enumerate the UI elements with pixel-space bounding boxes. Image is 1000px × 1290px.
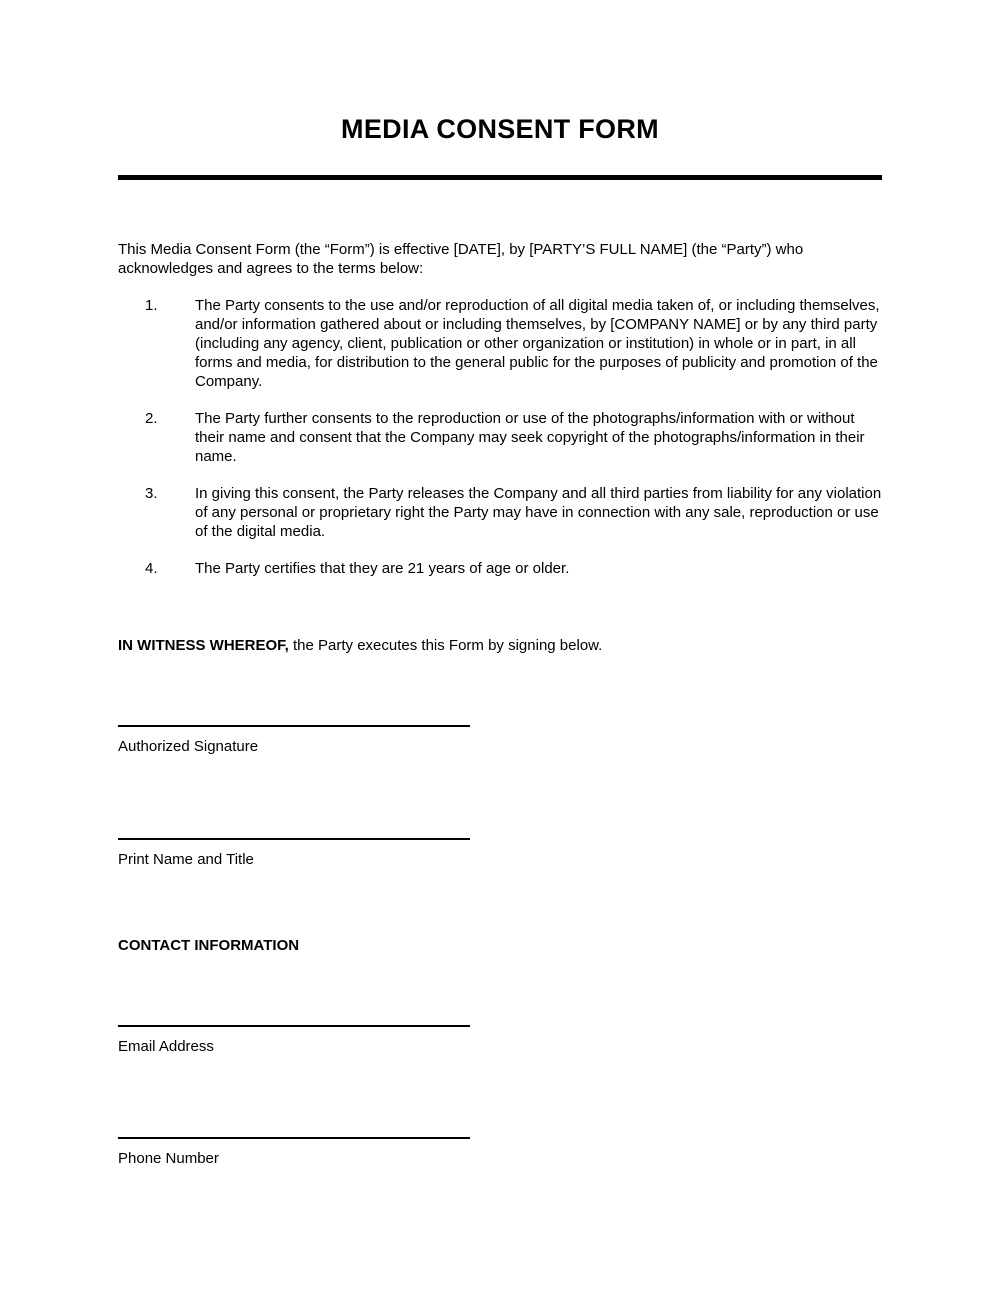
- signature-field-label: Print Name and Title: [118, 851, 254, 868]
- signature-line: [118, 838, 470, 840]
- contact-information-heading: CONTACT INFORMATION: [118, 937, 300, 954]
- term-number: 3.: [145, 485, 158, 502]
- document-title: MEDIA CONSENT FORM: [341, 114, 659, 144]
- term-item: [118, 409, 882, 466]
- field-label: Email Address: [118, 1038, 214, 1055]
- email-address-line: [118, 1025, 470, 1027]
- signature-field-label: Authorized Signature: [118, 738, 259, 755]
- field-phone-number: [118, 1137, 882, 1168]
- term-number: 1.: [145, 297, 158, 314]
- signature-line: [118, 725, 470, 727]
- title-divider: [118, 175, 882, 180]
- witness-rest: the Party executes this Form by signing below.: [288, 637, 603, 654]
- term-number: 4.: [145, 560, 158, 577]
- term-item: [118, 296, 882, 391]
- term-text: The Party further consents to the reproduction or use of the photographs/information with or without their name and consent that the Company may seek copyright of the photographs/information in their name.: [195, 410, 865, 465]
- signature-field-print-name-title: [118, 838, 882, 869]
- term-text: The Party certifies that they are 21 years of age or older.: [195, 560, 570, 577]
- term-item: [118, 559, 882, 578]
- field-email-address: [118, 1025, 882, 1056]
- phone-number-line: [118, 1137, 470, 1139]
- intro-paragraph: This Media Consent Form (the “Form”) is effective [DATE], by [PARTY’S FULL NAME] (the “Party”) who acknowledges and agrees to the terms below:: [118, 241, 804, 277]
- term-item: [118, 484, 882, 541]
- term-number: 2.: [145, 410, 158, 427]
- field-label: Phone Number: [118, 1150, 219, 1167]
- witness-clause: [118, 636, 882, 655]
- signature-field-authorized-signature: [118, 725, 882, 756]
- term-text: The Party consents to the use and/or reproduction of all digital media taken of, or including themselves, and/or information gathered about or including themselves, by [COMPANY NAME] or by any third party (including any agency, client, publication or other organization or institution) in whole or in part, in all forms and media, for distribution to the general public for the purposes of publicity and promotion of the Company.: [195, 297, 880, 390]
- terms-list: [118, 296, 882, 578]
- witness-lead: IN WITNESS WHEREOF,: [118, 637, 289, 654]
- term-text: In giving this consent, the Party releases the Company and all third parties from liability for any violation of any personal or proprietary right the Party may have in connection with any sale, reproduction or use of the digital media.: [195, 485, 882, 540]
